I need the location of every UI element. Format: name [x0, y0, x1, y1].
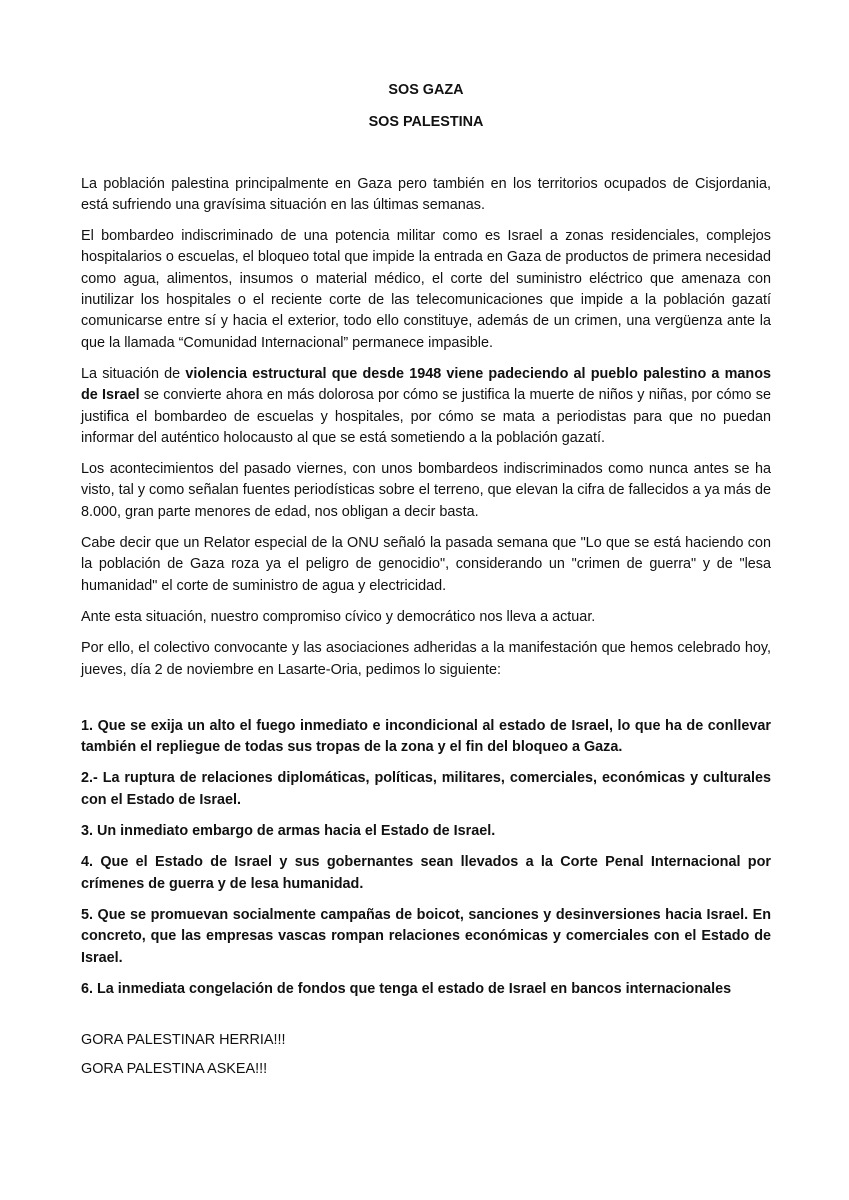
slogan: GORA PALESTINA ASKEA!!! [81, 1061, 268, 1078]
demand-item: 1. Que se exija un alto el fuego inmediato e incondicional al estado de Israel, lo que ha de conllevar también el repliegue de todas sus tropas de la zona y el fin del bloqueo a Gaza. [81, 717, 771, 756]
demand-item: 5. Que se promuevan socialmente campañas de boicot, sanciones y desinversiones hacia Israel. En concreto, que las empresas vascas rompan relaciones económicas y comerciales con el Estado de Israel. [81, 906, 771, 966]
demand-item: 3. Un inmediato embargo de armas hacia el Estado de Israel. [81, 823, 496, 840]
paragraph [81, 364, 771, 449]
demand-item: 4. Que el Estado de Israel y sus gobernantes sean llevados a la Corte Penal Internacional por crímenes de guerra y de lesa humanidad. [81, 854, 771, 892]
paragraph-text: La situación de [81, 365, 186, 382]
paragraph: Los acontecimientos del pasado viernes, con unos bombardeos indiscriminados como nunca antes se ha visto, tal y como señalan fuentes periodísticas sobre el terreno, que elevan la cifra de fallecidos a ya más de 8.000, gran parte menores de edad, nos obligan a decir basta. [81, 461, 771, 520]
paragraph: La población palestina principalmente en Gaza pero también en los territorios ocupados de Cisjordania, está sufriendo una gravísima situación en las últimas semanas. [81, 175, 771, 213]
closing-slogans [81, 1030, 771, 1081]
slogan: GORA PALESTINAR HERRIA!!! [81, 1032, 286, 1049]
paragraph: Por ello, el colectivo convocante y las asociaciones adheridas a la manifestación que hemos celebrado hoy, jueves, día 2 de noviembre en Lasarte-Oria, pedimos lo siguiente: [81, 640, 771, 678]
paragraph: El bombardeo indiscriminado de una potencia militar como es Israel a zonas residenciales, complejos hospitalarios o escuelas, el bloqueo total que impide la entrada en Gaza de productos de primera necesidad como agua, alimentos, insumos o material médico, el corte del suministro eléctrico que amenaza con inutilizar los hospitales o el reciente corte de las telecomunicaciones que impide a la población gazatí comunicarse entre sí y hacia el exterior, todo ello constituye, además de un crimen, una vergüenza ante la que la llamada “Comunidad Internacional” permanece impasible. [81, 228, 771, 351]
paragraph: Cabe decir que un Relator especial de la ONU señaló la pasada semana que "Lo que se está haciendo con la población de Gaza roza ya el peligro de genocidio", considerando un "crimen de guerra" y de "lesa humanidad" el corte de suministro de agua y electricidad. [81, 535, 771, 594]
document-body [81, 80, 771, 1089]
demand-item: 2.- La ruptura de relaciones diplomáticas, políticas, militares, comerciales, económicas y culturales con el Estado de Israel. [81, 770, 771, 808]
paragraph: Ante esta situación, nuestro compromiso cívico y democrático nos lleva a actuar. [81, 608, 596, 625]
document-subtitle: SOS PALESTINA [368, 114, 484, 131]
intro-section [81, 174, 771, 681]
demand-item: 6. La inmediata congelación de fondos que tenga el estado de Israel en bancos internacionales [81, 980, 732, 997]
document-title: SOS GAZA [388, 82, 464, 98]
paragraph-text: se convierte ahora en más dolorosa por cómo se justifica la muerte de niños y niñas, por cómo se justifica el bombardeo de escuelas y hospitales, por cómo se mata a periodistas para que no puedan informar del auténtico holocausto al que se está sometiendo a la población gazatí. [81, 387, 771, 446]
demands-list [81, 716, 771, 1000]
paragraph-bold-text: violencia estructural que desde 1948 viene padeciendo al pueblo palestino a manos de Israel [81, 365, 771, 404]
